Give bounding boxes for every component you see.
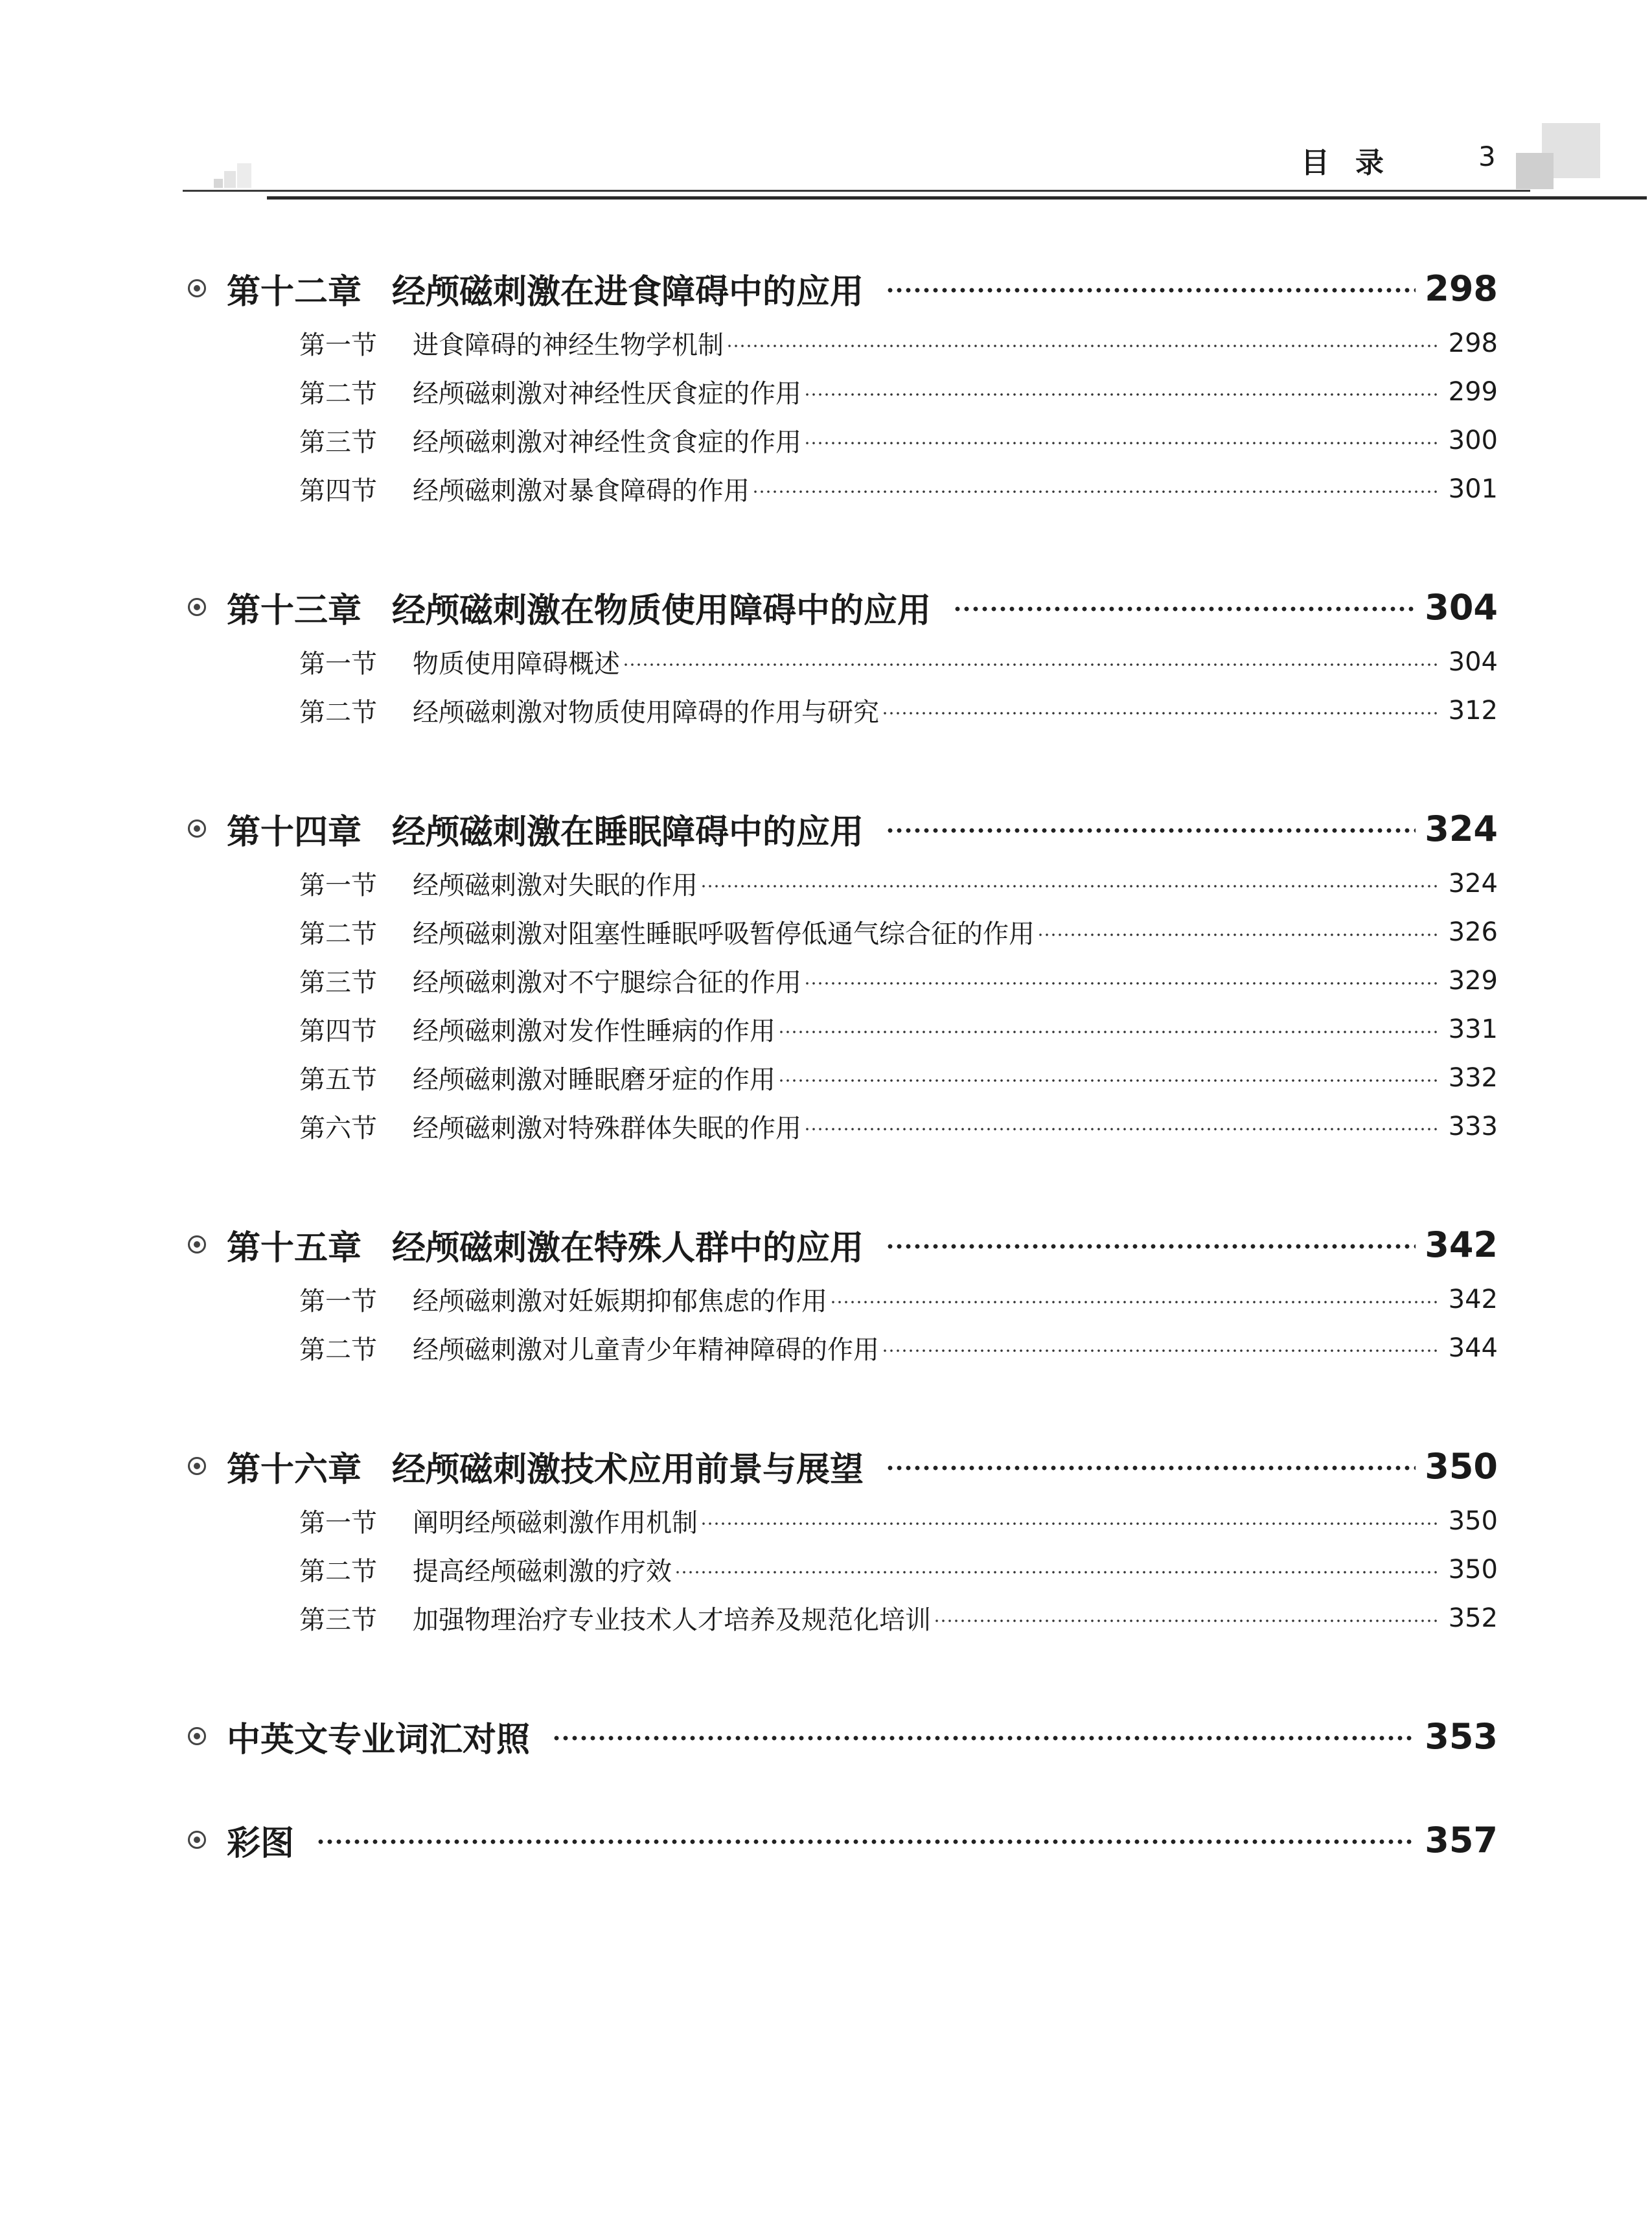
chapter-title: 经颅磁刺激在进食障碍中的应用 xyxy=(392,272,864,312)
section-entry[interactable] xyxy=(299,416,1498,464)
section-entry[interactable] xyxy=(299,1545,1498,1594)
section-number: 第五节 xyxy=(299,1065,377,1095)
dot-leader xyxy=(1037,933,1440,937)
dot-leader xyxy=(804,441,1440,445)
chapter-page: 304 xyxy=(1425,586,1498,628)
dot-leader xyxy=(882,711,1440,715)
chapter-title: 经颅磁刺激技术应用前景与展望 xyxy=(392,1450,864,1489)
circle-bullet-icon xyxy=(183,1215,227,1274)
section-title: 经颅磁刺激对不宁腿综合征的作用 xyxy=(413,968,801,998)
chapter-page: 350 xyxy=(1425,1445,1498,1487)
section-page: 342 xyxy=(1448,1284,1498,1314)
section-entry[interactable] xyxy=(299,908,1498,956)
section-page: 300 xyxy=(1448,425,1498,455)
section-entry[interactable] xyxy=(299,1053,1498,1102)
section-number: 第二节 xyxy=(299,698,377,727)
section-number: 第六节 xyxy=(299,1114,377,1143)
section-title: 阐明经颅磁刺激作用机制 xyxy=(413,1508,698,1538)
circle-bullet-icon xyxy=(183,799,227,858)
circle-bullet-icon xyxy=(183,1707,227,1765)
circle-bullet-icon xyxy=(183,578,227,636)
section-number: 第三节 xyxy=(299,1605,377,1635)
appendix-entry[interactable] xyxy=(183,1811,1498,1869)
section-entry[interactable] xyxy=(299,1323,1498,1372)
section-number: 第一节 xyxy=(299,871,377,900)
section-page: 350 xyxy=(1448,1554,1498,1585)
chapter-entry[interactable] xyxy=(183,799,1498,858)
appendix-page: 357 xyxy=(1425,1819,1498,1861)
section-title: 经颅磁刺激对特殊群体失眠的作用 xyxy=(413,1114,801,1143)
toc-glossary xyxy=(183,1707,1498,1765)
section-page: 326 xyxy=(1448,917,1498,947)
section-entry[interactable] xyxy=(299,319,1498,367)
section-number: 第二节 xyxy=(299,1557,377,1586)
section-entry[interactable] xyxy=(299,367,1498,416)
page-number: 3 xyxy=(1478,141,1496,172)
section-page: 329 xyxy=(1448,965,1498,996)
section-page: 312 xyxy=(1448,695,1498,726)
section-page: 350 xyxy=(1448,1506,1498,1536)
dot-leader xyxy=(886,828,1416,833)
header-rule-thick xyxy=(267,196,1647,200)
header-decoration-step-1 xyxy=(214,179,223,188)
section-title: 经颅磁刺激对睡眠磨牙症的作用 xyxy=(413,1065,775,1095)
appendix-title: 彩图 xyxy=(227,1824,295,1863)
dot-leader xyxy=(886,288,1416,293)
section-title: 经颅磁刺激对妊娠期抑郁焦虑的作用 xyxy=(413,1287,827,1316)
dot-leader xyxy=(934,1619,1440,1623)
chapter-number: 第十二章 xyxy=(227,272,362,312)
section-number: 第一节 xyxy=(299,1508,377,1538)
section-title: 进食障碍的神经生物学机制 xyxy=(413,330,724,360)
dot-leader xyxy=(726,344,1440,348)
section-page: 324 xyxy=(1448,868,1498,899)
section-number: 第一节 xyxy=(299,1287,377,1316)
chapter-title: 经颅磁刺激在睡眠障碍中的应用 xyxy=(392,812,864,852)
chapter-number: 第十五章 xyxy=(227,1228,362,1268)
section-page: 332 xyxy=(1448,1062,1498,1093)
dot-leader xyxy=(886,1244,1416,1249)
chapter-entry[interactable] xyxy=(183,259,1498,317)
chapter-number: 第十四章 xyxy=(227,812,362,852)
section-page: 352 xyxy=(1448,1603,1498,1633)
dot-leader xyxy=(804,1127,1440,1131)
section-title: 提高经颅磁刺激的疗效 xyxy=(413,1557,672,1586)
chapter-page: 324 xyxy=(1425,808,1498,849)
toc-chapter-13 xyxy=(183,578,1498,735)
chapter-title: 经颅磁刺激在物质使用障碍中的应用 xyxy=(392,591,932,630)
section-page: 344 xyxy=(1448,1333,1498,1363)
appendix-entry[interactable] xyxy=(183,1707,1498,1765)
section-number: 第四节 xyxy=(299,1016,377,1046)
section-entry[interactable] xyxy=(299,859,1498,908)
section-number: 第一节 xyxy=(299,330,377,360)
section-number: 第二节 xyxy=(299,919,377,949)
section-entry[interactable] xyxy=(299,1005,1498,1053)
chapter-number: 第十六章 xyxy=(227,1450,362,1489)
running-header-title: 目录 xyxy=(1301,146,1410,179)
dot-leader xyxy=(700,1522,1440,1526)
chapter-page: 342 xyxy=(1425,1224,1498,1265)
chapter-entry[interactable] xyxy=(183,578,1498,636)
chapter-entry[interactable] xyxy=(183,1437,1498,1495)
dot-leader xyxy=(804,393,1440,396)
toc-chapter-16 xyxy=(183,1437,1498,1642)
chapter-entry[interactable] xyxy=(183,1215,1498,1274)
section-page: 301 xyxy=(1448,474,1498,504)
dot-leader xyxy=(886,1465,1416,1471)
dot-leader xyxy=(882,1349,1440,1353)
dot-leader xyxy=(700,884,1440,888)
dot-leader xyxy=(778,1030,1440,1034)
section-page: 299 xyxy=(1448,376,1498,407)
dot-leader xyxy=(778,1079,1440,1082)
toc-color-plates xyxy=(183,1811,1498,1869)
header-rule-thin xyxy=(183,190,1530,192)
section-page: 304 xyxy=(1448,647,1498,677)
header-decoration-step-2 xyxy=(224,171,236,188)
section-title: 物质使用障碍概述 xyxy=(413,649,620,679)
dot-leader xyxy=(804,981,1440,985)
appendix-page: 353 xyxy=(1425,1715,1498,1757)
section-title: 经颅磁刺激对阻塞性睡眠呼吸暂停低通气综合征的作用 xyxy=(413,919,1035,949)
header-decoration-step-3 xyxy=(237,163,251,188)
section-title: 加强物理治疗专业技术人才培养及规范化培训 xyxy=(413,1605,931,1635)
section-title: 经颅磁刺激对失眠的作用 xyxy=(413,871,698,900)
toc-chapter-12 xyxy=(183,259,1498,513)
chapter-title: 经颅磁刺激在特殊人群中的应用 xyxy=(392,1228,864,1268)
section-title: 经颅磁刺激对物质使用障碍的作用与研究 xyxy=(413,698,879,727)
section-title: 经颅磁刺激对发作性睡病的作用 xyxy=(413,1016,775,1046)
dot-leader xyxy=(316,1839,1416,1844)
dot-leader xyxy=(830,1300,1440,1304)
appendix-title: 中英文专业词汇对照 xyxy=(227,1720,531,1759)
table-of-contents xyxy=(183,259,1498,1914)
section-entry[interactable] xyxy=(299,1102,1498,1151)
section-page: 331 xyxy=(1448,1014,1498,1044)
section-entry[interactable] xyxy=(299,686,1498,735)
circle-bullet-icon xyxy=(183,259,227,317)
section-entry[interactable] xyxy=(299,1594,1498,1642)
section-number: 第二节 xyxy=(299,379,377,409)
section-number: 第三节 xyxy=(299,968,377,998)
circle-bullet-icon xyxy=(183,1811,227,1869)
section-page: 298 xyxy=(1448,328,1498,358)
section-page: 333 xyxy=(1448,1111,1498,1141)
circle-bullet-icon xyxy=(183,1437,227,1495)
section-title: 经颅磁刺激对神经性贪食症的作用 xyxy=(413,428,801,457)
chapter-number: 第十三章 xyxy=(227,591,362,630)
toc-chapter-14 xyxy=(183,799,1498,1151)
dot-leader xyxy=(752,490,1440,494)
dot-leader xyxy=(953,606,1416,612)
section-title: 经颅磁刺激对儿童青少年精神障碍的作用 xyxy=(413,1335,879,1365)
section-number: 第三节 xyxy=(299,428,377,457)
section-number: 第一节 xyxy=(299,649,377,679)
header-decoration-square-small xyxy=(1516,153,1554,189)
dot-leader xyxy=(674,1570,1440,1574)
dot-leader xyxy=(623,663,1440,667)
section-entry[interactable] xyxy=(299,956,1498,1005)
chapter-page: 298 xyxy=(1425,268,1498,309)
section-entry[interactable] xyxy=(299,1275,1498,1323)
section-entry[interactable] xyxy=(299,464,1498,513)
section-number: 第四节 xyxy=(299,476,377,506)
section-number: 第二节 xyxy=(299,1335,377,1365)
toc-chapter-15 xyxy=(183,1215,1498,1372)
section-entry[interactable] xyxy=(299,637,1498,686)
section-title: 经颅磁刺激对暴食障碍的作用 xyxy=(413,476,750,506)
dot-leader xyxy=(552,1735,1416,1741)
section-entry[interactable] xyxy=(299,1496,1498,1545)
section-title: 经颅磁刺激对神经性厌食症的作用 xyxy=(413,379,801,409)
